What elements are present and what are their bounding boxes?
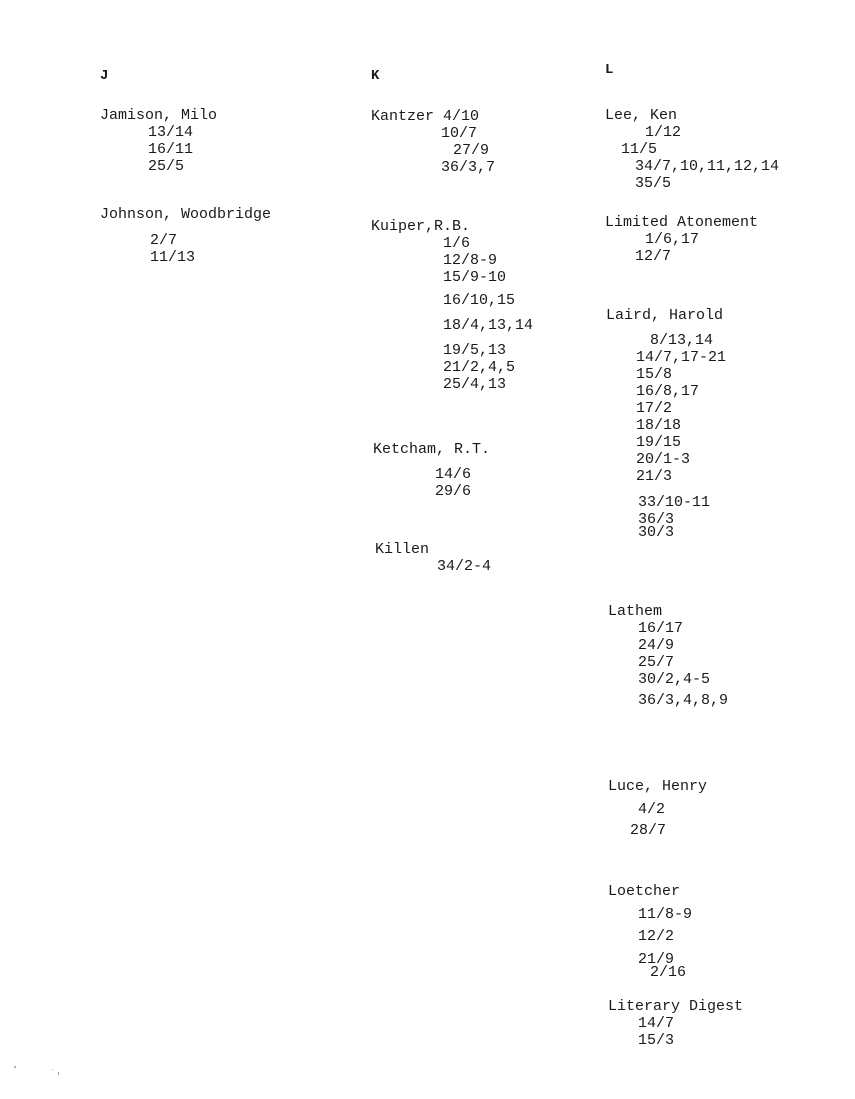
entry-name: Kuiper,R.B. <box>371 218 471 235</box>
entry-ref: 12/2 <box>638 928 675 945</box>
index-entry-kuiper <box>371 218 533 393</box>
entry-ref: 10/7 <box>441 125 478 142</box>
entry-ref: 15/3 <box>638 1032 675 1049</box>
entry-name: Literary Digest <box>608 998 744 1015</box>
entry-ref: 12/7 <box>635 248 672 265</box>
entry-name: Lathem <box>608 603 663 620</box>
entry-ref: 25/4,13 <box>443 376 507 393</box>
letter-header-l: L <box>605 62 614 78</box>
entry-ref: 12/8-9 <box>443 252 498 269</box>
entry-ref: 19/15 <box>636 434 682 451</box>
entry-ref: 24/9 <box>638 637 675 654</box>
entry-ref: 16/11 <box>148 141 194 158</box>
entry-name: Johnson, Woodbridge <box>100 206 272 223</box>
index-entry-loetcher <box>608 883 692 979</box>
entry-name: Kantzer 4/10 <box>371 108 480 125</box>
entry-ref: 36/3,7 <box>441 159 496 176</box>
scan-speck <box>58 1072 59 1075</box>
entry-name: Laird, Harold <box>606 307 724 324</box>
entry-name: Ketcham, R.T. <box>373 441 491 458</box>
index-entry-lee <box>605 107 779 192</box>
entry-ref: 1/6,17 <box>645 231 700 248</box>
entry-ref: 4/2 <box>638 801 666 818</box>
entry-ref: 8/13,14 <box>650 332 714 349</box>
entry-ref: 25/5 <box>148 158 185 175</box>
letter-header-k: K <box>371 68 380 84</box>
index-entry-ketcham <box>373 441 490 500</box>
entry-ref: 16/8,17 <box>636 383 700 400</box>
index-entry-limited-atonement <box>605 214 758 265</box>
entry-ref: 30/3 <box>638 524 675 541</box>
entry-ref: 27/9 <box>453 142 490 159</box>
entry-ref: 15/8 <box>636 366 673 383</box>
entry-ref: 28/7 <box>630 822 667 839</box>
scan-speck <box>14 1066 16 1068</box>
index-entry-luce <box>608 778 707 839</box>
entry-ref: 15/9-10 <box>443 269 507 286</box>
entry-ref: 36/3 <box>638 511 675 528</box>
entry-ref: 11/13 <box>150 249 196 266</box>
entry-ref: 36/3,4,8,9 <box>638 692 729 709</box>
entry-name: Loetcher <box>608 883 681 900</box>
entry-ref: 21/3 <box>636 468 673 485</box>
entry-ref: 14/7,17-21 <box>636 349 727 366</box>
index-entry-kantzer <box>371 108 495 176</box>
scan-speck <box>52 1069 53 1070</box>
index-entry-laird <box>606 307 726 539</box>
entry-ref: 29/6 <box>435 483 472 500</box>
entry-name: Limited Atonement <box>605 214 759 231</box>
index-entry-killen <box>375 541 491 575</box>
entry-ref: 17/2 <box>636 400 673 417</box>
entry-ref: 34/7,10,11,12,14 <box>635 158 780 175</box>
entry-ref: 34/2-4 <box>437 558 492 575</box>
index-entry-jamison <box>100 107 217 175</box>
index-entry-literary-digest <box>608 998 743 1049</box>
entry-ref: 1/12 <box>645 124 682 141</box>
entry-ref: 35/5 <box>635 175 672 192</box>
entry-ref: 1/6 <box>443 235 471 252</box>
entry-ref: 16/17 <box>638 620 684 637</box>
entry-ref: 2/16 <box>650 964 687 981</box>
entry-name: Lee, Ken <box>605 107 678 124</box>
index-entry-lathem <box>608 603 728 709</box>
entry-ref: 25/7 <box>638 654 675 671</box>
entry-name: Jamison, Milo <box>100 107 218 124</box>
entry-ref: 20/1-3 <box>636 451 691 468</box>
entry-ref: 14/7 <box>638 1015 675 1032</box>
entry-ref: 18/4,13,14 <box>443 317 534 334</box>
entry-ref: 11/5 <box>621 141 658 158</box>
entry-ref: 19/5,13 <box>443 342 507 359</box>
entry-name: Luce, Henry <box>608 778 708 795</box>
entry-ref: 21/9 <box>638 951 675 968</box>
entry-name: Killen <box>375 541 430 558</box>
entry-ref: 14/6 <box>435 466 472 483</box>
entry-ref: 2/7 <box>150 232 178 249</box>
entry-ref: 21/2,4,5 <box>443 359 516 376</box>
letter-header-j: J <box>100 68 109 84</box>
entry-ref: 33/10-11 <box>638 494 711 511</box>
entry-ref: 30/2,4-5 <box>638 671 711 688</box>
entry-ref: 13/14 <box>148 124 194 141</box>
entry-ref: 11/8-9 <box>638 906 693 923</box>
entry-ref: 16/10,15 <box>443 292 516 309</box>
entry-ref: 18/18 <box>636 417 682 434</box>
index-entry-johnson <box>100 206 271 266</box>
